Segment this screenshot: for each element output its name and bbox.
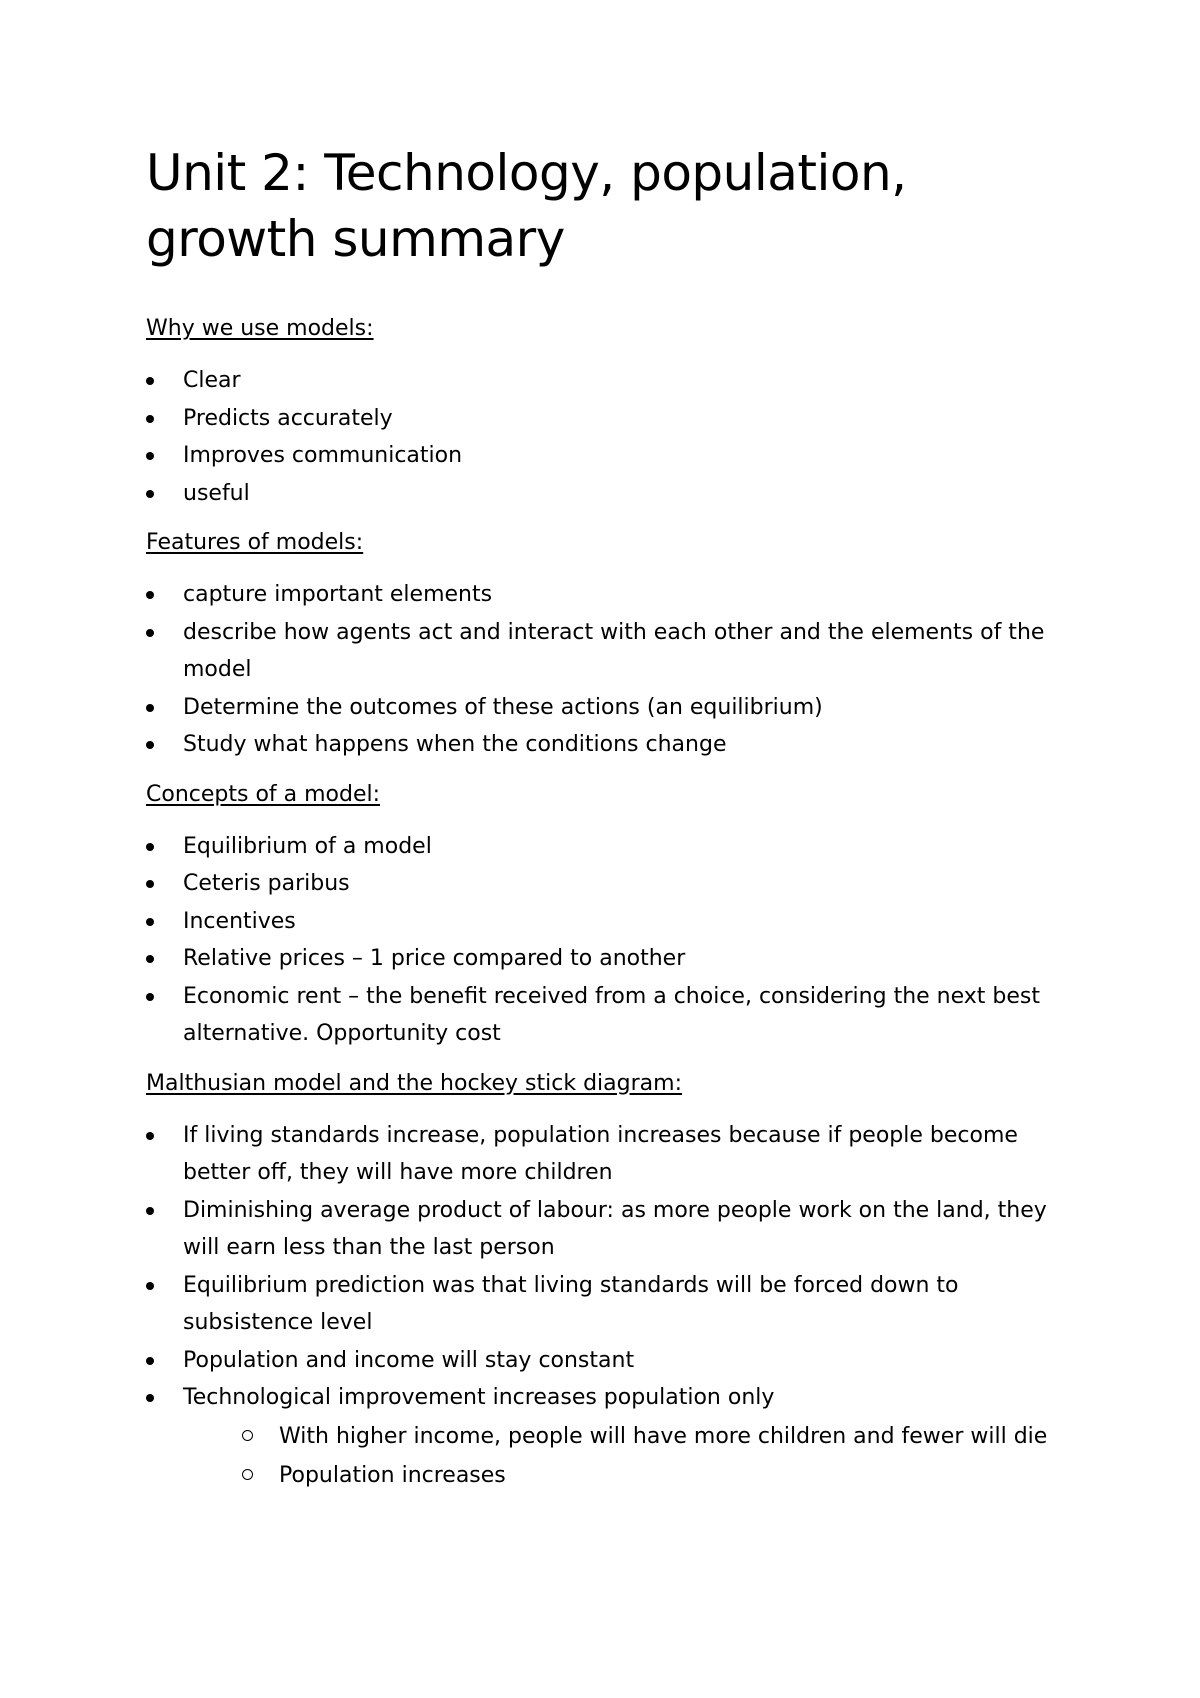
bullet-list-features-of-models bbox=[146, 576, 1076, 764]
list-item: capture important elements bbox=[146, 576, 1076, 614]
list-item: Improves communication bbox=[146, 437, 1076, 475]
list-item: Equilibrium of a model bbox=[146, 828, 1076, 866]
list-item: Equilibrium prediction was that living standards will be forced down to subsistence level bbox=[146, 1267, 1076, 1342]
list-item: Determine the outcomes of these actions (an equilibrium) bbox=[146, 689, 1076, 727]
list-item: Ceteris paribus bbox=[146, 865, 1076, 903]
bullet-list-why-models bbox=[146, 362, 1076, 512]
list-item: useful bbox=[146, 475, 1076, 513]
list-item-text: Technological improvement increases population only bbox=[183, 1385, 775, 1410]
document-title: Unit 2: Technology, population, growth summary bbox=[146, 144, 907, 268]
list-item: If living standards increase, population increases because if people become better off, they will have more children bbox=[146, 1117, 1076, 1192]
sub-bullet-list bbox=[183, 1417, 1076, 1495]
sub-list-item: Population increases bbox=[183, 1456, 1076, 1495]
section-heading-malthusian-model: Malthusian model and the hockey stick diagram: bbox=[146, 1070, 682, 1096]
section-heading-concepts-of-model: Concepts of a model: bbox=[146, 781, 381, 807]
list-item bbox=[146, 1379, 1076, 1495]
list-item: Diminishing average product of labour: as more people work on the land, they will earn less than the last person bbox=[146, 1192, 1076, 1267]
document-page bbox=[146, 140, 1076, 1511]
section-heading-features-of-models: Features of models: bbox=[146, 530, 364, 555]
list-item: Clear bbox=[146, 362, 1076, 400]
list-item: Economic rent – the benefit received from a choice, considering the next best alternative. Opportunity cost bbox=[146, 978, 1076, 1053]
list-item: Relative prices – 1 price compared to another bbox=[146, 940, 1076, 978]
sub-list-item: With higher income, people will have more children and fewer will die bbox=[183, 1417, 1076, 1456]
list-item: Predicts accurately bbox=[146, 400, 1076, 438]
list-item: Study what happens when the conditions change bbox=[146, 726, 1076, 764]
bullet-list-malthusian-model bbox=[146, 1117, 1076, 1495]
list-item: Population and income will stay constant bbox=[146, 1342, 1076, 1380]
section-heading-why-models: Why we use models: bbox=[146, 316, 374, 341]
list-item: describe how agents act and interact with each other and the elements of the model bbox=[146, 614, 1076, 689]
list-item: Incentives bbox=[146, 903, 1076, 941]
bullet-list-concepts-of-model bbox=[146, 828, 1076, 1053]
